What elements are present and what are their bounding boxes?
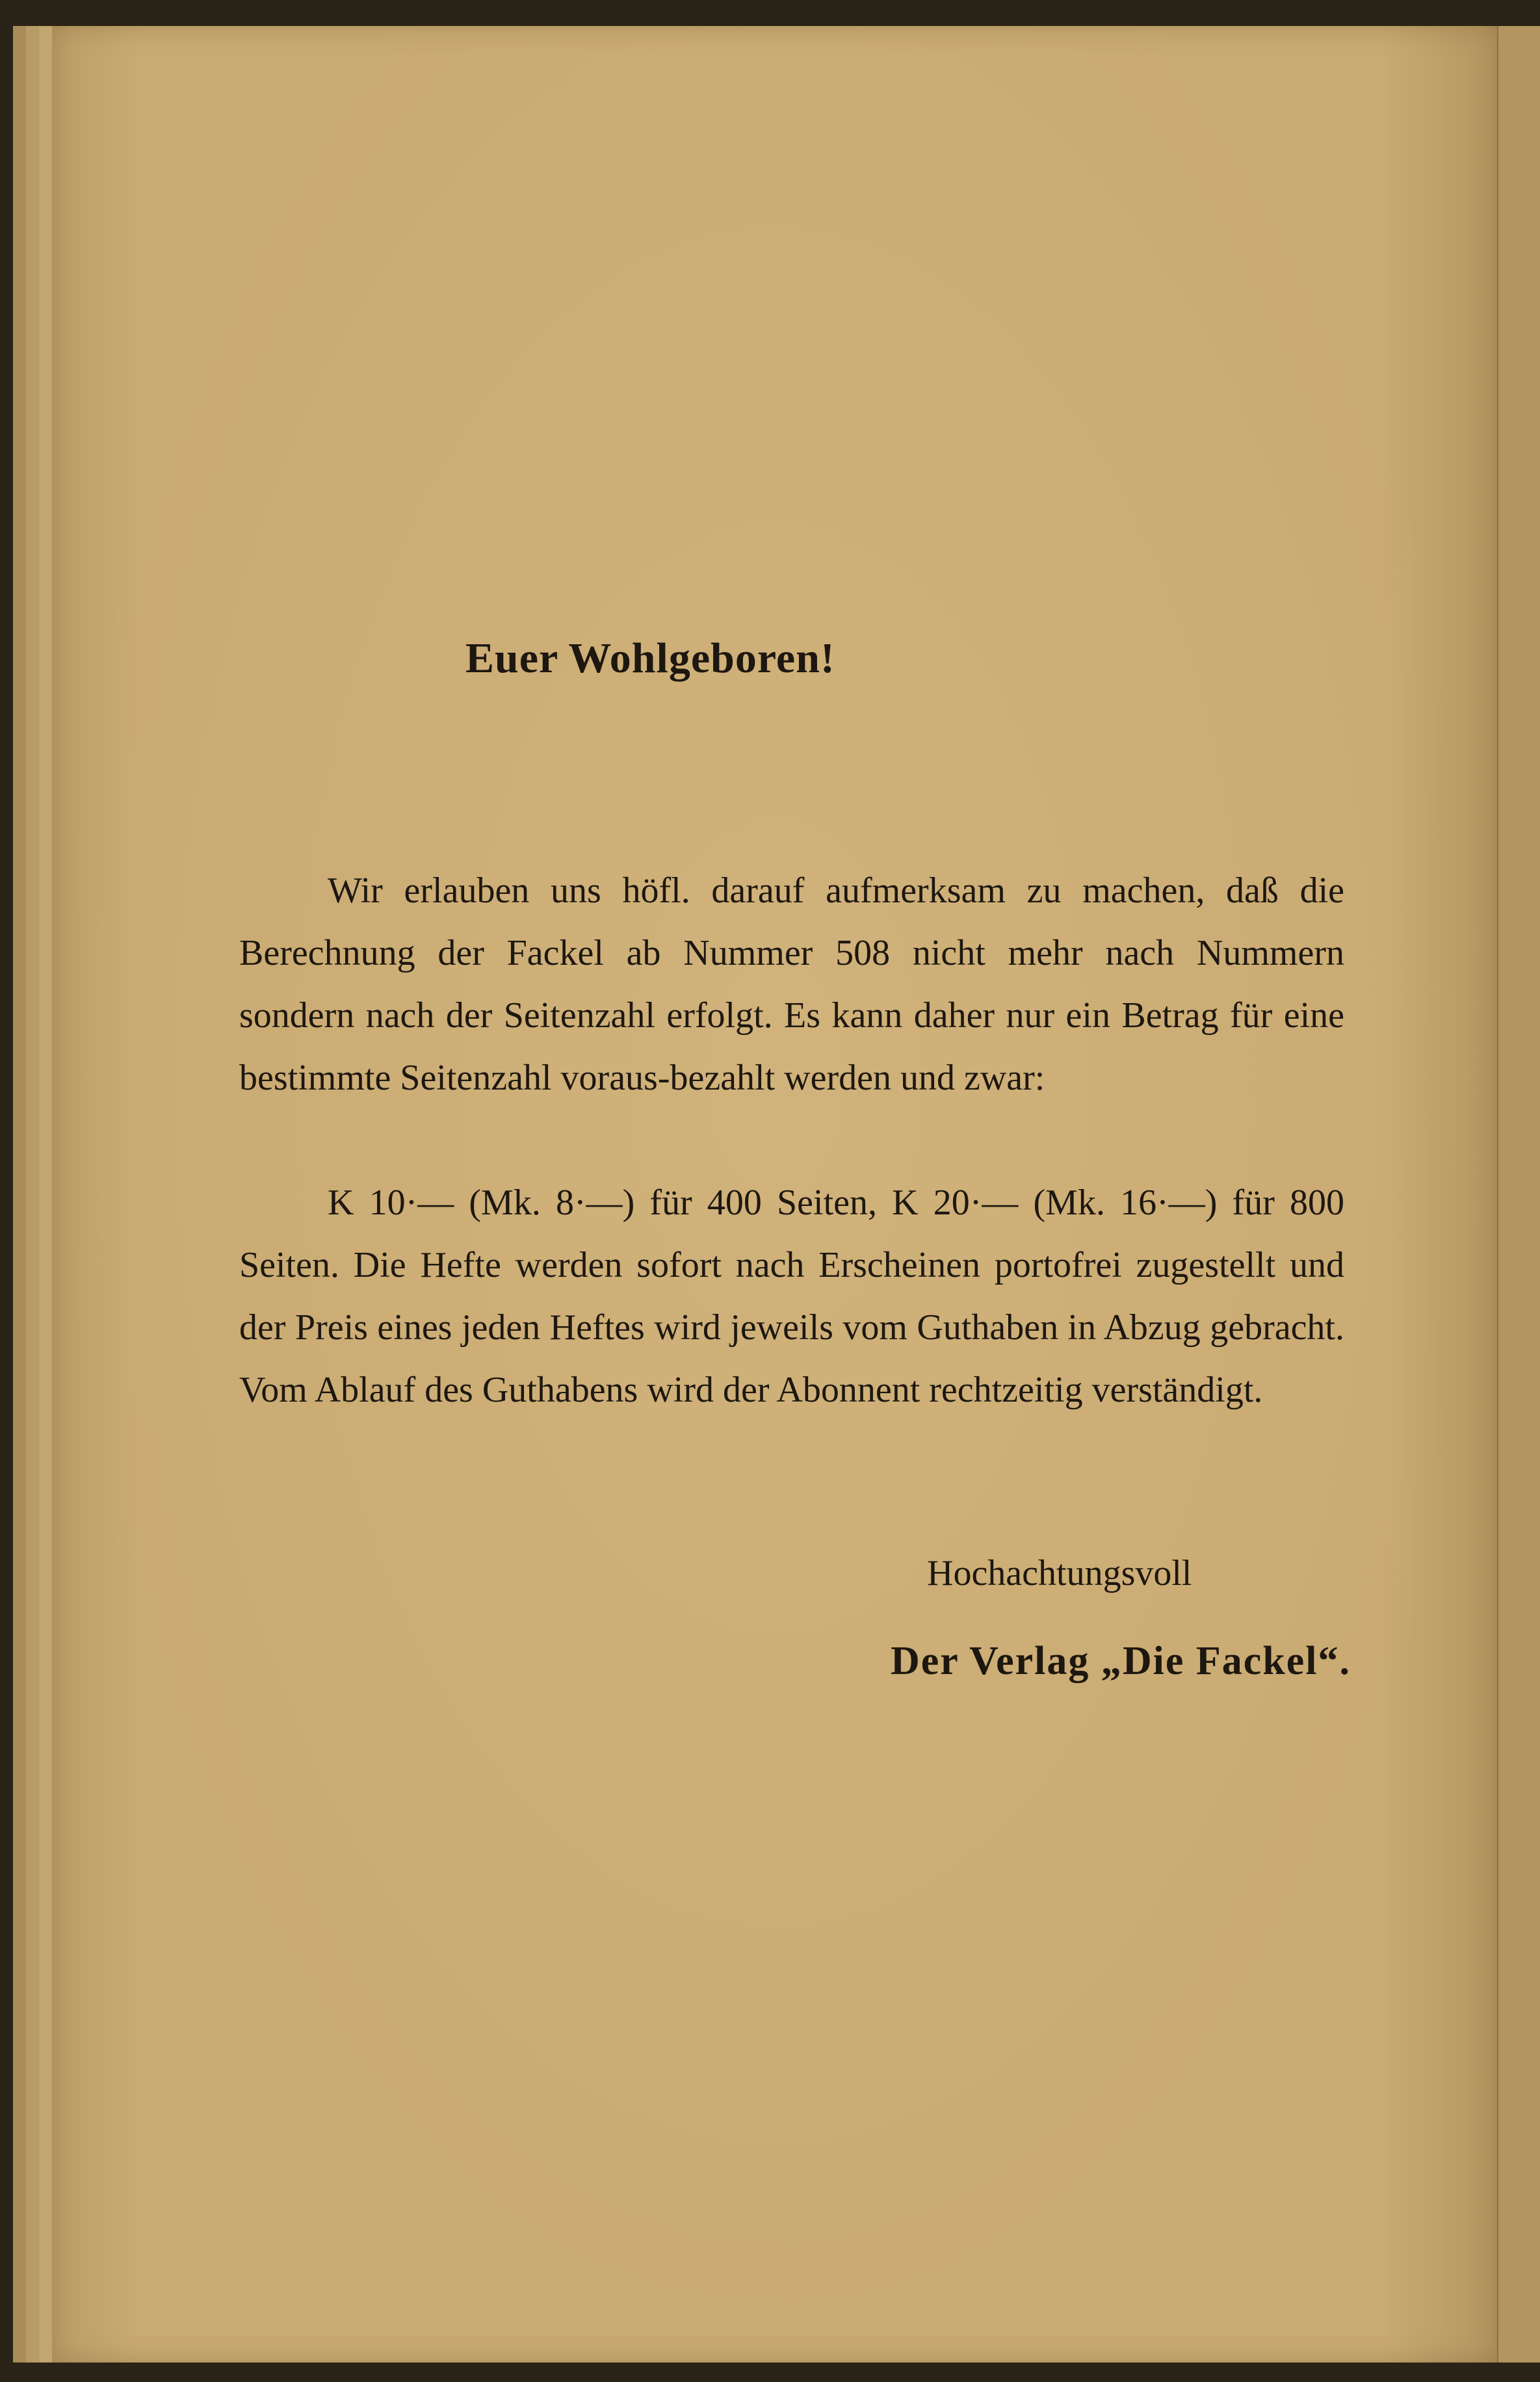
binding-edge <box>1497 26 1540 2362</box>
salutation: Euer Wohlgeboren! <box>465 635 835 682</box>
signature: Der Verlag „Die Fackel“. <box>890 1639 1351 1683</box>
closing: Hochachtungsvoll <box>927 1553 1192 1593</box>
body-paragraph-2: K 10·— (Mk. 8·—) für 400 Seiten, K 20·— (Mk. 16·—) für 800 Seiten. Die Hefte werden sofort nach Erscheinen portofrei zugestellt und der Preis eines jeden Heftes wird jeweils vom Guthaben in Abzug gebracht. Vom Ablauf des Guthabens wird der Abonnent rechtzeitig verständigt. <box>239 1183 1344 1410</box>
body-paragraph-1: Wir erlauben uns höfl. darauf aufmerksam zu machen, daß die Berechnung der Fackel ab Nummer 508 nicht mehr nach Nummern sondern nach der Seitenzahl erfolgt. Es kann daher nur ein Betrag für eine bestimmte Seitenzahl voraus-bezahlt werden und zwar: <box>239 870 1344 1098</box>
